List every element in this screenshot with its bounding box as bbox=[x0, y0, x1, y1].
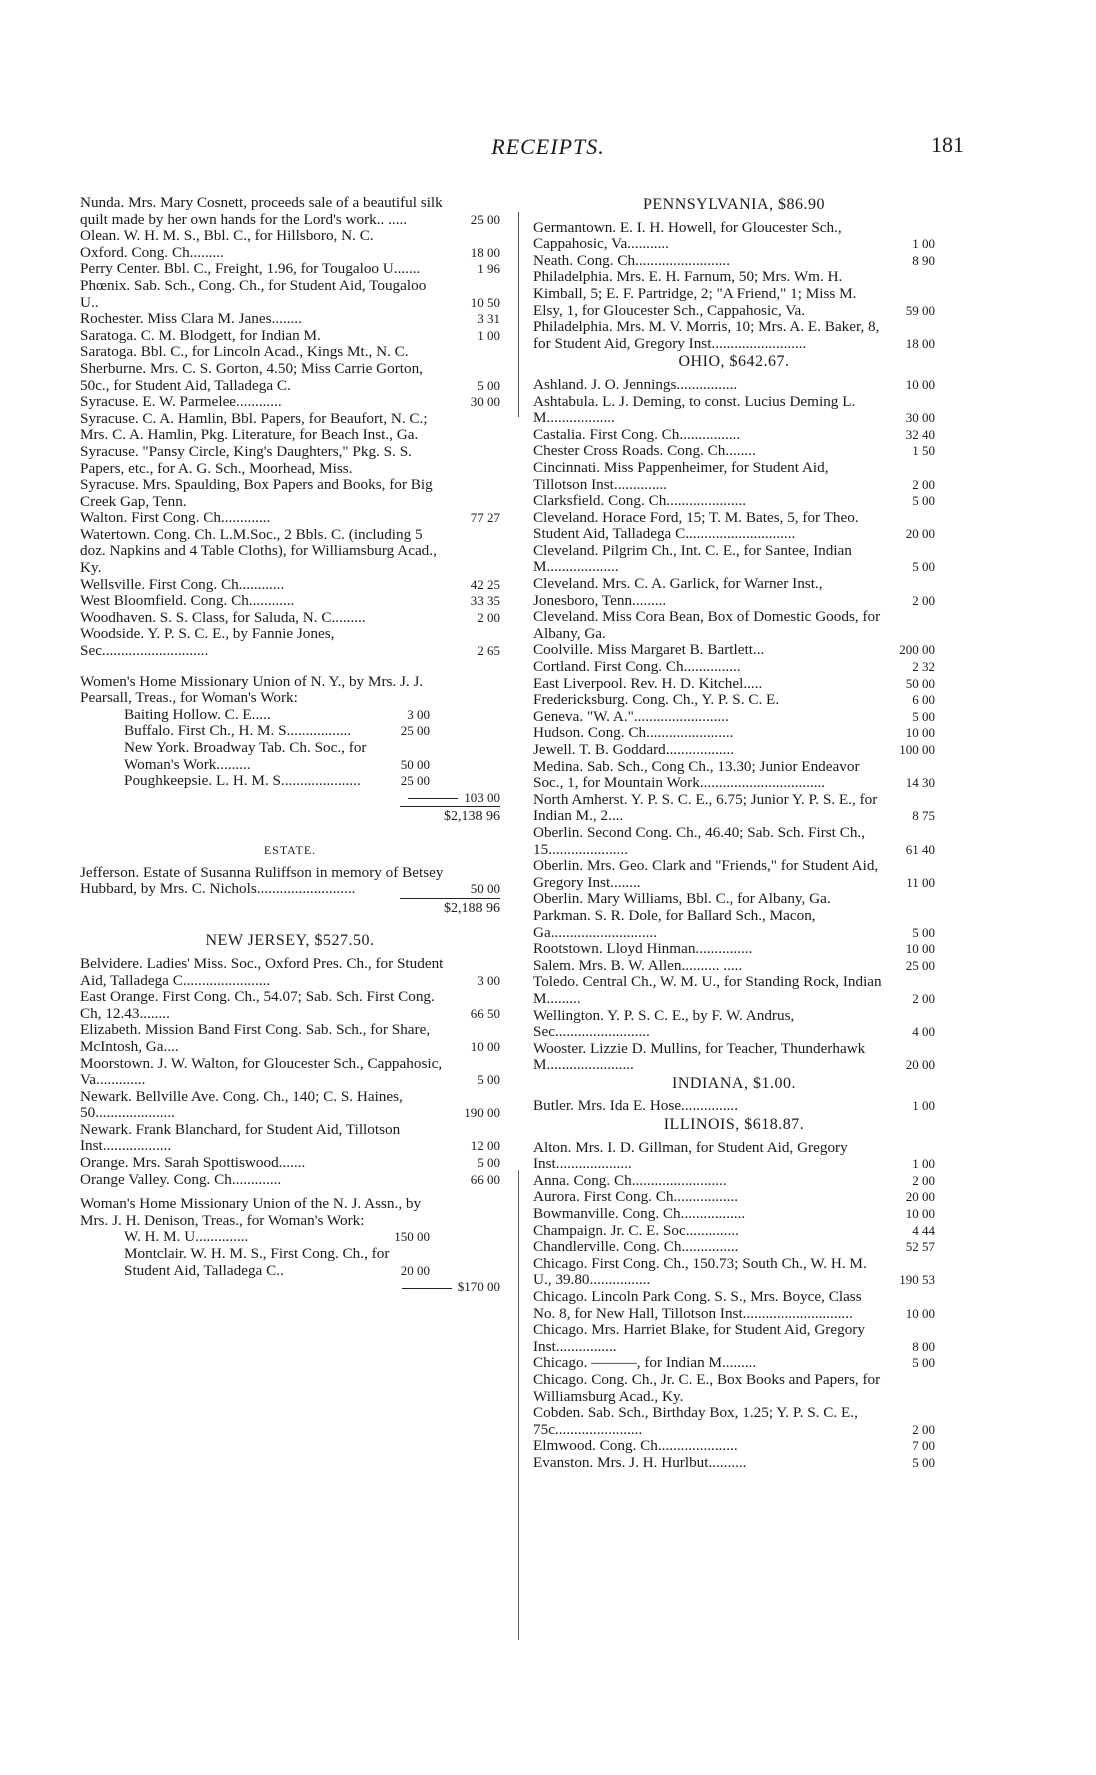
entry-text: Evanston. Mrs. J. H. Hurlbut.......... bbox=[533, 1454, 747, 1471]
receipt-entry bbox=[533, 974, 935, 1007]
entry-text: Salem. Mrs. B. W. Allen.......... ..... bbox=[533, 957, 743, 974]
entry-text: Hudson. Cong. Ch....................... bbox=[533, 725, 734, 742]
receipt-entry bbox=[533, 1008, 935, 1041]
entry-text: Baiting Hollow. C. E..... bbox=[124, 706, 271, 723]
entry-text: Alton. Mrs. I. D. Gillman, for Student Aid, Gregory Inst.................... bbox=[533, 1139, 848, 1173]
receipt-entry bbox=[533, 1438, 935, 1455]
column-divider bbox=[518, 212, 519, 417]
receipt-entry bbox=[533, 676, 935, 693]
receipt-entry bbox=[533, 1256, 935, 1289]
entry-amount: 12 00 bbox=[470, 1138, 500, 1154]
receipt-entry bbox=[533, 319, 935, 352]
entry-text: Buffalo. First Ch., H. M. S................. bbox=[124, 723, 352, 740]
entry-amount: 4 44 bbox=[912, 1222, 935, 1238]
receipt-entry bbox=[533, 377, 935, 394]
ny-total: $2,138 96 bbox=[400, 806, 500, 826]
receipt-entry bbox=[80, 1172, 500, 1189]
entry-amount: 10 50 bbox=[470, 294, 500, 310]
receipt-entry bbox=[80, 610, 500, 627]
entry-amount: 66 00 bbox=[470, 1171, 500, 1187]
entry-text: Cortland. First Cong. Ch............... bbox=[533, 659, 741, 676]
entry-amount: 5 00 bbox=[912, 1454, 935, 1470]
entry-text: Champaign. Jr. C. E. Soc.............. bbox=[533, 1222, 739, 1239]
indiana-entries bbox=[533, 1098, 935, 1115]
column-divider-lower bbox=[518, 1170, 519, 1640]
entry-text: Ashland. J. O. Jennings................ bbox=[533, 376, 738, 393]
entry-amount: 20 00 bbox=[400, 1262, 430, 1278]
receipt-entry bbox=[533, 1372, 935, 1405]
entry-text: Woodhaven. S. S. Class, for Saluda, N. C......... bbox=[80, 609, 366, 626]
receipt-entry bbox=[533, 609, 935, 642]
entry-text: Toledo. Central Ch., W. M. U., for Standing Rock, Indian M......... bbox=[533, 974, 882, 1007]
receipt-entry bbox=[533, 1223, 935, 1240]
entry-text: Cleveland. Miss Cora Bean, Box of Domestic Goods, for Albany, Ga. bbox=[533, 609, 881, 642]
entry-text: Chicago. ———, for Indian M......... bbox=[533, 1355, 757, 1372]
entry-text: Butler. Mrs. Ida E. Hose............... bbox=[533, 1098, 739, 1115]
illinois-entries bbox=[533, 1140, 935, 1472]
entry-amount: 20 00 bbox=[905, 1189, 935, 1205]
receipt-entry bbox=[533, 941, 935, 958]
entry-amount: 2 00 bbox=[912, 592, 935, 608]
entry-amount: 20 00 bbox=[905, 526, 935, 542]
entry-amount: 2 00 bbox=[912, 990, 935, 1006]
entry-amount: 32 40 bbox=[905, 426, 935, 442]
receipt-entry bbox=[80, 1246, 500, 1279]
estate-total: $2,188 96 bbox=[400, 898, 500, 918]
ohio-heading: OHIO, $642.67. bbox=[678, 353, 790, 371]
receipt-entry bbox=[80, 477, 500, 510]
entry-amount: 10 00 bbox=[905, 376, 935, 392]
entry-amount: 150 00 bbox=[394, 1229, 430, 1245]
entry-amount: 25 00 bbox=[905, 957, 935, 973]
entry-amount: 1 00 bbox=[912, 1098, 935, 1114]
entry-text: Philadelphia. Mrs. M. V. Morris, 10; Mrs. A. E. Baker, 8, for Student Aid, Gregory Inst......................... bbox=[533, 319, 880, 352]
entry-text: Philadelphia. Mrs. E. H. Farnum, 50; Mrs. Wm. H. Kimball, 5; E. F. Partridge, 2; "A Friend," 1; Miss M. Elsy, 1, for Gloucester Sch., Cappahosic, Va. bbox=[533, 269, 857, 319]
entry-text: Wellsville. First Cong. Ch............ bbox=[80, 576, 285, 593]
receipt-entry bbox=[533, 742, 935, 759]
entry-text: Chicago. First Cong. Ch., 150.73; South Ch., W. H. M. U., 39.80................ bbox=[533, 1255, 867, 1289]
entry-amount: 10 00 bbox=[470, 1038, 500, 1054]
receipt-entry bbox=[533, 1239, 935, 1256]
entry-amount: 14 30 bbox=[905, 775, 935, 791]
entry-text: Newark. Bellville Ave. Cong. Ch., 140; C. S. Haines, 50..................... bbox=[80, 1088, 403, 1122]
entry-text: Elizabeth. Mission Band First Cong. Sab. Sch., for Share, McIntosh, Ga.... bbox=[80, 1022, 431, 1055]
receipt-entry bbox=[533, 759, 935, 792]
receipt-entry bbox=[80, 626, 500, 659]
receipt-entry bbox=[80, 328, 500, 345]
receipt-entry bbox=[80, 361, 500, 394]
receipt-entry bbox=[80, 311, 500, 328]
receipt-entry bbox=[533, 253, 935, 270]
page-title: RECEIPTS. bbox=[491, 134, 605, 159]
entry-amount: 50 00 bbox=[905, 675, 935, 691]
receipt-entry bbox=[533, 692, 935, 709]
entry-text: Parkman. S. R. Dole, for Ballard Sch., Macon, Ga............................ bbox=[533, 907, 816, 941]
left-column bbox=[80, 195, 500, 1296]
receipt-entry bbox=[533, 958, 935, 975]
entry-text: Oberlin. Mary Williams, Bbl. C., for Albany, Ga. bbox=[533, 891, 831, 908]
entry-amount: 6 00 bbox=[912, 692, 935, 708]
right-column bbox=[533, 195, 935, 1472]
receipt-entry bbox=[80, 1022, 500, 1055]
entry-text: Moorstown. J. W. Walton, for Gloucester Sch., Cappahosic, Va............. bbox=[80, 1055, 443, 1089]
nj-union-items bbox=[80, 1229, 500, 1279]
entry-text: East Liverpool. Rev. H. D. Kitchel..... bbox=[533, 675, 763, 692]
entry-text: New York. Broadway Tab. Ch. Soc., for Woman's Work......... bbox=[124, 740, 367, 773]
page-number: 181 bbox=[931, 132, 964, 157]
receipt-entry bbox=[533, 493, 935, 510]
receipt-entry bbox=[80, 740, 500, 773]
entry-amount: 7 00 bbox=[912, 1438, 935, 1454]
receipt-entry bbox=[533, 1098, 935, 1115]
entry-amount: 200 00 bbox=[899, 642, 935, 658]
receipt-entry bbox=[533, 394, 935, 427]
pennsylvania-entries bbox=[533, 220, 935, 353]
entry-text: Watertown. Cong. Ch. L.M.Soc., 2 Bbls. C. (including 5 doz. Napkins and 4 Table Cloths), for Williamsburg Acad., Ky. bbox=[80, 526, 437, 577]
new-york-entries bbox=[80, 195, 500, 660]
entry-text: Rootstown. Lloyd Hinman............... bbox=[533, 941, 753, 958]
entry-text: Jewell. T. B. Goddard.................. bbox=[533, 742, 735, 758]
entry-text: Chicago. Cong. Ch., Jr. C. E., Box Books and Papers, for Williamsburg Acad., Ky. bbox=[533, 1371, 881, 1405]
entry-text: Cincinnati. Miss Pappenheimer, for Student Aid, Tillotson Inst.............. bbox=[533, 459, 829, 493]
entry-amount: 2 32 bbox=[912, 659, 935, 675]
entry-amount: 1 00 bbox=[912, 1156, 935, 1172]
entry-text: Saratoga. Bbl. C., for Lincoln Acad., Kings Mt., N. C. bbox=[80, 344, 409, 361]
receipt-entry bbox=[80, 344, 500, 361]
entry-amount: 8 90 bbox=[912, 252, 935, 268]
entry-amount: 5 00 bbox=[912, 924, 935, 940]
receipt-entry bbox=[533, 1289, 935, 1322]
entry-amount: 190 53 bbox=[899, 1272, 935, 1288]
entry-text: Medina. Sab. Sch., Cong Ch., 13.30; Junior Endeavor Soc., 1, for Mountain Work................................. bbox=[533, 758, 860, 792]
entry-text: Orange. Mrs. Sarah Spottiswood....... bbox=[80, 1155, 306, 1172]
entry-text: Nunda. Mrs. Mary Cosnett, proceeds sale of a beautiful silk quilt made by her own hands for the Lord's work.. ..... bbox=[80, 195, 443, 228]
entry-text: Chandlerville. Cong. Ch............... bbox=[533, 1239, 739, 1256]
receipt-entry bbox=[80, 593, 500, 610]
entry-text: Syracuse. E. W. Parmelee............ bbox=[80, 394, 282, 411]
nj-union-intro: Woman's Home Missionary Union of the N. J. Assn., by Mrs. J. H. Denison, Treas., for Woman's Work: bbox=[80, 1195, 422, 1229]
entry-text: Orange Valley. Cong. Ch............. bbox=[80, 1171, 282, 1188]
entry-amount: 3 00 bbox=[407, 706, 430, 722]
entry-amount: 42 25 bbox=[470, 576, 500, 592]
entry-amount: 11 00 bbox=[906, 874, 935, 890]
receipt-entry bbox=[533, 725, 935, 742]
entry-text: Cleveland. Mrs. C. A. Garlick, for Warner Inst., Jonesboro, Tenn......... bbox=[533, 576, 823, 609]
entry-text: Castalia. First Cong. Ch................ bbox=[533, 426, 741, 443]
receipt-entry bbox=[533, 1405, 935, 1438]
entry-amount: 10 00 bbox=[905, 941, 935, 957]
entry-amount: 2 00 bbox=[912, 1172, 935, 1188]
receipt-entry bbox=[80, 1089, 500, 1122]
receipt-entry bbox=[80, 773, 500, 790]
entry-text: Poughkeepsie. L. H. M. S..................... bbox=[124, 773, 361, 790]
entry-amount: 77 27 bbox=[470, 510, 500, 526]
receipt-entry bbox=[80, 394, 500, 411]
entry-amount: 8 75 bbox=[912, 808, 935, 824]
entry-text: Germantown. E. I. H. Howell, for Gloucester Sch., Cappahosic, Va........... bbox=[533, 219, 842, 253]
entry-amount: 3 31 bbox=[477, 311, 500, 327]
entry-text: Oxford. Cong. Ch......... bbox=[80, 244, 224, 261]
entry-amount: 1 00 bbox=[912, 236, 935, 252]
receipt-entry bbox=[533, 792, 935, 825]
receipt-entry bbox=[80, 989, 500, 1022]
receipt-entry bbox=[533, 1041, 935, 1074]
entry-amount: 2 00 bbox=[912, 476, 935, 492]
receipt-entry bbox=[80, 577, 500, 594]
entry-text: Cleveland. Horace Ford, 15; T. M. Bates, 5, for Theo. Student Aid, Talladega C............................. bbox=[533, 509, 859, 543]
entry-text: Ashtabula. L. J. Deming, to const. Lucius Deming L. M.................. bbox=[533, 393, 856, 427]
receipt-entry bbox=[533, 825, 935, 858]
entry-text: Chicago. Mrs. Harriet Blake, for Student Aid, Gregory Inst................ bbox=[533, 1322, 865, 1355]
entry-text: Coolville. Miss Margaret B. Bartlett... bbox=[533, 642, 765, 659]
receipt-entry bbox=[80, 956, 500, 989]
receipt-entry bbox=[80, 723, 500, 740]
entry-text: Syracuse. C. A. Hamlin, Bbl. Papers, for Beaufort, N. C.; Mrs. C. A. Hamlin, Pkg. Literature, for Beach Inst., Ga. bbox=[80, 410, 428, 444]
receipt-entry bbox=[533, 543, 935, 576]
entry-text: Anna. Cong. Ch......................... bbox=[533, 1172, 727, 1189]
entry-text: Fredericksburg. Cong. Ch., Y. P. S. C. E. bbox=[533, 692, 780, 709]
entry-amount: 33 35 bbox=[470, 593, 500, 609]
receipt-entry bbox=[533, 443, 935, 460]
receipt-entry bbox=[80, 1056, 500, 1089]
entry-text: Newark. Frank Blanchard, for Student Aid, Tillotson Inst.................. bbox=[80, 1121, 401, 1155]
entry-text: Cleveland. Pilgrim Ch., Int. C. E., for Santee, Indian M................... bbox=[533, 542, 852, 576]
receipt-entry bbox=[80, 1122, 500, 1155]
receipt-entry bbox=[80, 1155, 500, 1172]
entry-amount: 5 00 bbox=[477, 1072, 500, 1088]
ny-union-items bbox=[80, 707, 500, 790]
entry-amount: 2 65 bbox=[477, 643, 500, 659]
entry-text: Walton. First Cong. Ch............. bbox=[80, 510, 271, 527]
ny-union-subtotal: 103 00 bbox=[80, 790, 500, 807]
receipt-entry bbox=[80, 1229, 500, 1246]
entry-amount: 52 57 bbox=[905, 1239, 935, 1255]
receipt-entry bbox=[80, 245, 500, 262]
estate-entry: Jefferson. Estate of Susanna Ruliffson in memory of Betsey Hubbard, by Mrs. C. Nichols.......................... 50 00 bbox=[80, 864, 500, 898]
entry-amount: 5 00 bbox=[912, 1355, 935, 1371]
entry-amount: 18 00 bbox=[905, 335, 935, 351]
receipt-entry bbox=[533, 1455, 935, 1472]
entry-amount: 1 96 bbox=[477, 261, 500, 277]
receipt-entry bbox=[533, 510, 935, 543]
receipt-entry bbox=[533, 891, 935, 908]
entry-amount: 4 00 bbox=[912, 1024, 935, 1040]
entry-text: Syracuse. "Pansy Circle, King's Daughters," Pkg. S. S. Papers, etc., for A. G. Sch., Moorhead, Miss. bbox=[80, 443, 412, 477]
entry-amount: 100 00 bbox=[899, 742, 935, 757]
entry-text: Geneva. "W. A."......................... bbox=[533, 708, 729, 725]
receipt-entry bbox=[80, 527, 500, 577]
receipt-entry bbox=[533, 269, 935, 319]
entry-text: Wellington. Y. P. S. C. E., by F. W. Andrus, Sec......................... bbox=[533, 1007, 795, 1041]
pennsylvania-heading: PENNSYLVANIA, $86.90 bbox=[642, 196, 826, 213]
entry-amount: 20 00 bbox=[905, 1057, 935, 1073]
entry-amount: 2 00 bbox=[477, 609, 500, 625]
entry-amount: 3 00 bbox=[477, 972, 500, 988]
entry-text: Chester Cross Roads. Cong. Ch........ bbox=[533, 443, 756, 460]
entry-amount: 5 00 bbox=[477, 377, 500, 393]
receipt-entry bbox=[533, 1355, 935, 1372]
receipt-entry bbox=[80, 510, 500, 527]
receipt-entry bbox=[80, 411, 500, 444]
entry-text: Syracuse. Mrs. Spaulding, Box Papers and Books, for Big Creek Gap, Tenn. bbox=[80, 477, 433, 510]
entry-amount: 5 00 bbox=[912, 708, 935, 724]
receipt-entry bbox=[533, 1206, 935, 1223]
receipt-entry bbox=[80, 707, 500, 724]
receipt-entry bbox=[80, 261, 500, 278]
receipt-entry bbox=[533, 1322, 935, 1355]
entry-amount: 5 00 bbox=[912, 493, 935, 509]
entry-amount: 10 00 bbox=[905, 1206, 935, 1222]
entry-text: Cobden. Sab. Sch., Birthday Box, 1.25; Y. P. S. C. E., 75c....................... bbox=[533, 1405, 858, 1438]
entry-text: Belvidere. Ladies' Miss. Soc., Oxford Pres. Ch., for Student Aid, Talladega C....................... bbox=[80, 955, 444, 989]
new-jersey-heading: NEW JERSEY, $527.50. bbox=[205, 932, 375, 950]
entry-amount: 25 00 bbox=[400, 723, 430, 739]
entry-text: West Bloomfield. Cong. Ch............ bbox=[80, 593, 295, 610]
receipt-entry bbox=[533, 576, 935, 609]
entry-text: Aurora. First Cong. Ch................. bbox=[533, 1189, 739, 1206]
receipt-entry bbox=[533, 220, 935, 253]
receipt-entry bbox=[80, 444, 500, 477]
entry-amount: 25 00 bbox=[470, 211, 500, 227]
entry-amount: 18 00 bbox=[470, 244, 500, 260]
receipt-entry bbox=[80, 195, 500, 228]
ohio-entries bbox=[533, 377, 935, 1074]
receipt-entry bbox=[533, 858, 935, 891]
entry-text: Elmwood. Cong. Ch..................... bbox=[533, 1438, 738, 1455]
receipt-entry bbox=[533, 1189, 935, 1206]
entry-amount: 30 00 bbox=[470, 394, 500, 410]
entry-amount: 1 50 bbox=[912, 443, 935, 459]
receipt-entry bbox=[533, 642, 935, 659]
receipt-entry bbox=[533, 908, 935, 941]
entry-text: Montclair. W. H. M. S., First Cong. Ch., for Student Aid, Talladega C.. bbox=[124, 1246, 390, 1279]
entry-text: Olean. W. H. M. S., Bbl. C., for Hillsboro, N. C. bbox=[80, 228, 374, 245]
entry-text: Oberlin. Mrs. Geo. Clark and "Friends," for Student Aid, Gregory Inst........ bbox=[533, 858, 879, 891]
entry-text: Phœnix. Sab. Sch., Cong. Ch., for Student Aid, Tougaloo U.. bbox=[80, 277, 427, 311]
entry-amount: 8 00 bbox=[912, 1338, 935, 1354]
entry-amount: 66 50 bbox=[470, 1005, 500, 1021]
entry-text: Woodside. Y. P. S. C. E., by Fannie Jones, Sec............................ bbox=[80, 626, 335, 660]
receipt-entry bbox=[533, 460, 935, 493]
entry-text: Bowmanville. Cong. Ch................. bbox=[533, 1206, 746, 1223]
entry-amount: 10 00 bbox=[905, 1305, 935, 1321]
entry-text: Oberlin. Second Cong. Ch., 46.40; Sab. Sch. First Ch., 15..................... bbox=[533, 824, 866, 858]
entry-text: Chicago. Lincoln Park Cong. S. S., Mrs. Boyce, Class No. 8, for New Hall, Tillotson Inst............................. bbox=[533, 1289, 862, 1322]
entry-text: Neath. Cong. Ch......................... bbox=[533, 252, 731, 269]
entry-amount: 5 00 bbox=[912, 559, 935, 575]
entry-amount: 50 00 bbox=[400, 756, 430, 772]
entry-text: Sherburne. Mrs. C. S. Gorton, 4.50; Miss Carrie Gorton, 50c., for Student Aid, Talladega C. bbox=[80, 360, 423, 394]
entry-amount: 1 00 bbox=[477, 327, 500, 343]
entry-amount: 59 00 bbox=[905, 302, 935, 318]
entry-amount: 2 00 bbox=[912, 1421, 935, 1437]
entry-amount: 61 40 bbox=[905, 841, 935, 857]
entry-text: North Amherst. Y. P. S. C. E., 6.75; Junior Y. P. S. E., for Indian M., 2.... bbox=[533, 791, 878, 825]
receipt-entry bbox=[80, 278, 500, 311]
receipt-entry bbox=[533, 659, 935, 676]
nj-union-total: $170 00 bbox=[80, 1279, 500, 1296]
illinois-heading: ILLINOIS, $618.87. bbox=[663, 1116, 805, 1134]
receipt-entry bbox=[80, 228, 500, 245]
entry-text: Saratoga. C. M. Blodgett, for Indian M. bbox=[80, 327, 321, 344]
entry-amount: 25 00 bbox=[400, 773, 430, 789]
entry-amount: 190 00 bbox=[464, 1105, 500, 1121]
entry-text: Perry Center. Bbl. C., Freight, 1.96, for Tougaloo U....... bbox=[80, 261, 421, 278]
receipt-entry bbox=[533, 709, 935, 726]
indiana-heading: INDIANA, $1.00. bbox=[672, 1074, 796, 1092]
entry-amount: 10 00 bbox=[905, 725, 935, 741]
ny-union-intro: Women's Home Missionary Union of N. Y., by Mrs. J. J. Pearsall, Treas., for Woman's Work: bbox=[80, 672, 424, 707]
entry-text: W. H. M. U.............. bbox=[124, 1229, 249, 1246]
receipt-entry bbox=[533, 427, 935, 444]
estate-heading: ESTATE. bbox=[263, 842, 317, 857]
entry-text: Clarksfield. Cong. Ch..................... bbox=[533, 493, 747, 510]
entry-text: Rochester. Miss Clara M. Janes........ bbox=[80, 311, 302, 328]
entry-amount: 30 00 bbox=[905, 410, 935, 426]
receipt-entry bbox=[533, 1140, 935, 1173]
receipt-entry bbox=[533, 1173, 935, 1190]
entry-amount: 5 00 bbox=[477, 1155, 500, 1171]
entry-text: Wooster. Lizzie D. Mullins, for Teacher, Thunderhawk M....................... bbox=[533, 1040, 866, 1074]
new-jersey-entries bbox=[80, 956, 500, 1188]
entry-text: East Orange. First Cong. Ch., 54.07; Sab. Sch. First Cong. Ch, 12.43........ bbox=[80, 989, 435, 1022]
